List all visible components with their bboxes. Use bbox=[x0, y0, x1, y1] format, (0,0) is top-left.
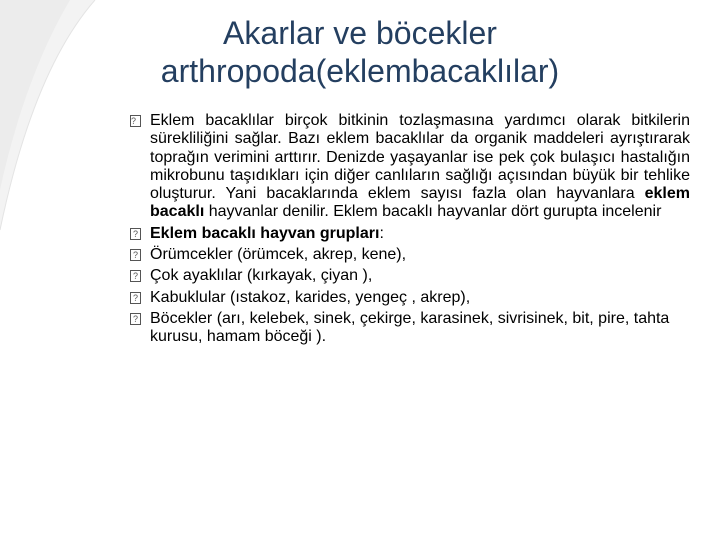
missing-glyph-bullet-icon: ? bbox=[130, 292, 141, 304]
title-line-1: Akarlar ve böcekler bbox=[223, 15, 497, 51]
item-text: Böcekler (arı, kelebek, sinek, çekirge, karasinek, sivrisinek, bit, pire, tahta kurusu, hamam böceği ). bbox=[150, 309, 670, 346]
missing-glyph-bullet-icon: ? bbox=[130, 115, 141, 127]
list-item bbox=[130, 246, 690, 264]
item-text: Örümcekler (örümcek, akrep, kene), bbox=[150, 246, 407, 264]
slide-title bbox=[100, 14, 620, 90]
list-item bbox=[130, 267, 690, 285]
item-text: Kabuklular (ıstakoz, karides, yengeç , akrep), bbox=[150, 288, 471, 306]
item-text-tail: hayvanlar denilir. Eklem bacaklı hayvanlar dört gurupta incelenir bbox=[204, 203, 662, 221]
missing-glyph-bullet-icon: ? bbox=[130, 228, 141, 240]
list-item bbox=[130, 112, 690, 222]
item-text: Eklem bacaklılar birçok bitkinin tozlaşmasına yardımcı olarak bitkilerin sürekliliğini sağlar. Bazı eklem bacaklılar da organik maddeleri ayrıştırarak toprağın verimini arttırır. Denizde yaşayanlar ise pek çok bulaşıcı hastalığın mikrobunu taşıdıkları için diğer canlıların sağlığı açısından büyük bir tehlike oluşturur. Yani bacaklarında eklem sayısı fazla olan hayvanlara bbox=[150, 112, 690, 203]
list-item bbox=[130, 310, 690, 347]
title-line-2: arthropoda(eklembacaklılar) bbox=[160, 53, 560, 89]
item-bold-text: Eklem bacaklı hayvan grupları bbox=[150, 224, 380, 242]
item-bold-text: eklem bacaklı bbox=[150, 185, 690, 221]
item-text: Çok ayaklılar (kırkayak, çiyan ), bbox=[150, 267, 373, 285]
missing-glyph-bullet-icon: ? bbox=[130, 249, 141, 261]
missing-glyph-bullet-icon: ? bbox=[130, 313, 141, 325]
missing-glyph-bullet-icon: ? bbox=[130, 270, 141, 282]
list-item bbox=[130, 289, 690, 307]
list-item bbox=[130, 225, 690, 243]
bullet-list bbox=[130, 112, 690, 350]
item-text-tail: : bbox=[379, 224, 384, 242]
